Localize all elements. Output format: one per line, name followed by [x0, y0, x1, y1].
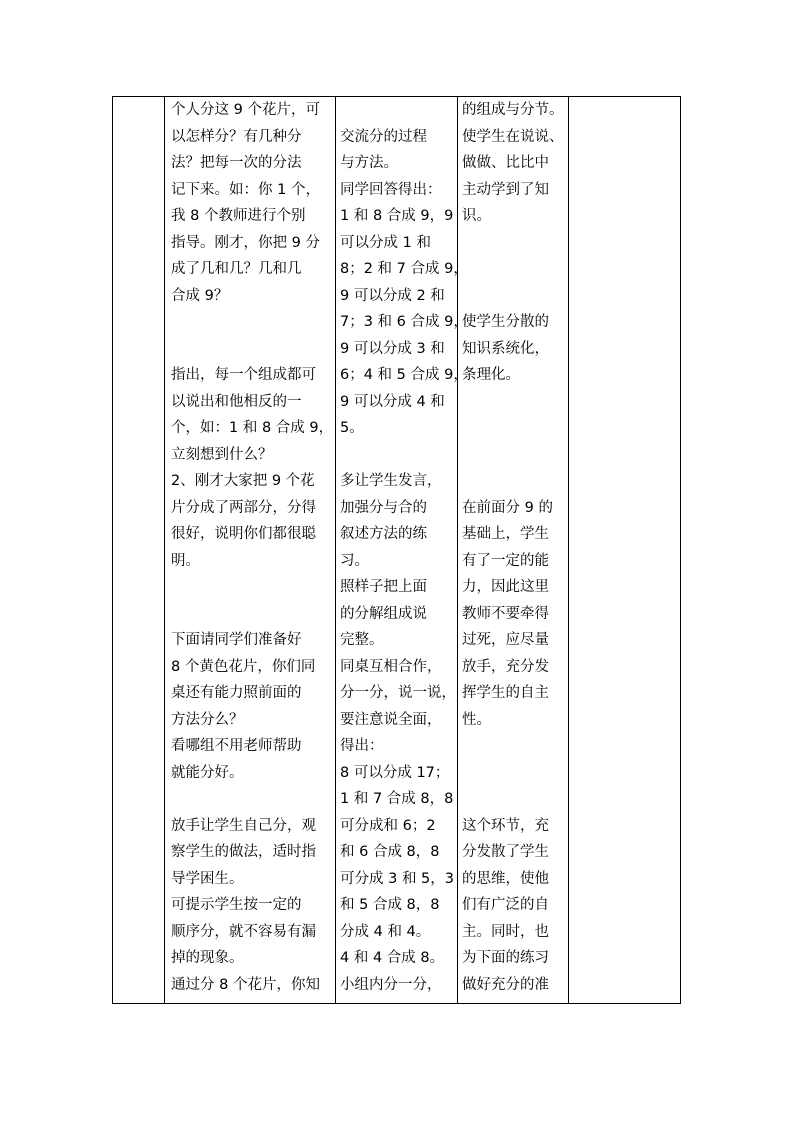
text-line: 和 5 合成 8，8: [340, 897, 440, 913]
text-line: 7；3 和 6 合成 9，: [340, 314, 468, 330]
text-line: 记下来。如：你 1 个，: [171, 181, 320, 198]
text-line: 的分解组成说: [340, 605, 427, 622]
column-divider-1: [164, 97, 165, 1003]
text-line: 使学生在说说、: [462, 128, 564, 145]
text-line: 个人分这 9 个花片，可: [171, 102, 320, 118]
text-line: 同桌互相合作，: [340, 658, 442, 675]
text-line: [171, 336, 333, 363]
text-line: 片分成了两部分，分得: [171, 499, 316, 516]
text-line: 可分成和 6；2: [340, 817, 436, 834]
text-line: 看哪组不用老师帮助: [171, 738, 302, 754]
text-line: 9 可以分成 2 和: [340, 287, 445, 304]
text-line: [462, 283, 567, 310]
column-divider-2: [335, 97, 336, 1003]
text-line: 的组成与分节。: [462, 102, 564, 118]
text-line: [171, 309, 333, 336]
student-activity-column: [340, 97, 468, 998]
text-line: 分成 4 和 4。: [340, 923, 431, 940]
text-line: 这个环节，充: [462, 817, 549, 834]
text-line: 习。: [340, 552, 369, 569]
text-line: 要注意说全面，: [340, 711, 442, 728]
text-line: 可分成 3 和 5，3: [340, 870, 455, 887]
text-line: 导学困生。: [171, 870, 244, 887]
text-line: 1 和 7 合成 8，8: [340, 791, 454, 807]
teacher-activity-column: [171, 97, 333, 998]
text-line: 条理化。: [462, 367, 520, 383]
text-line: 为下面的练习: [462, 950, 549, 966]
text-line: 主。同时，也: [462, 923, 549, 940]
text-line: [462, 230, 567, 257]
text-line: [340, 97, 456, 124]
design-intent-column: [462, 97, 567, 998]
text-line: 法？把每一次的分法: [171, 155, 302, 171]
text-line: 合成 9？: [171, 287, 229, 304]
text-line: [462, 256, 567, 283]
text-line: 9 可以分成 4 和: [340, 393, 445, 410]
text-line: [462, 760, 567, 787]
text-line: [462, 442, 567, 469]
text-line: 成了几和几？几和几: [171, 261, 302, 277]
text-line: 指出，每一个组成都可: [171, 367, 316, 383]
text-line: 可以分成 1 和: [340, 234, 431, 251]
text-line: 主动学到了知: [462, 181, 549, 198]
text-line: 指导。刚才，你把 9 分: [171, 234, 320, 251]
text-line: 力，因此这里: [462, 579, 549, 595]
text-line: 明。: [171, 552, 200, 569]
text-line: 9 可以分成 3 和: [340, 340, 445, 357]
text-line: 在前面分 9 的: [462, 499, 553, 516]
text-line: [171, 786, 333, 813]
text-line: 做好充分的准: [462, 976, 549, 993]
text-line: 放手，充分发: [462, 658, 549, 675]
text-line: 过死，应尽量: [462, 632, 549, 648]
text-line: 小组内分一分，: [340, 976, 442, 993]
column-divider-3: [457, 97, 458, 1003]
text-line: 8；2 和 7 合成 9，: [340, 261, 468, 277]
text-line: 顺序分，就不容易有漏: [171, 923, 316, 940]
text-line: 知识系统化，: [462, 340, 549, 357]
text-line: 就能分好。: [171, 764, 244, 781]
text-line: [462, 389, 567, 416]
text-line: 交流分的过程: [340, 128, 427, 145]
text-line: 多让学生发言，: [340, 473, 442, 489]
text-line: 察学生的做法，适时指: [171, 844, 316, 860]
text-line: 教师不要牵得: [462, 605, 549, 622]
text-line: 1 和 8 合成 9，9: [340, 208, 454, 224]
text-line: 我 8 个教师进行个别: [171, 208, 306, 224]
text-line: 6；4 和 5 合成 9，: [340, 367, 468, 383]
text-line: 放手让学生自己分，观: [171, 817, 316, 834]
text-line: 8 可以分成 17；: [340, 764, 450, 781]
text-line: [171, 601, 333, 628]
text-line: 5。: [340, 420, 364, 436]
text-line: 可提示学生按一定的: [171, 897, 302, 913]
text-line: 个，如：1 和 8 合成 9，: [171, 420, 334, 436]
text-line: 的思维，使他: [462, 870, 549, 887]
text-line: 与方法。: [340, 155, 398, 171]
text-line: [462, 786, 567, 813]
text-line: 掉的现象。: [171, 950, 244, 966]
text-line: 立刻想到什么？: [171, 446, 273, 463]
text-line: 通过分 8 个花片，你知: [171, 976, 320, 993]
text-line: 下面请同学们准备好: [171, 632, 302, 648]
text-line: 分发散了学生: [462, 844, 549, 860]
text-line: 们有广泛的自: [462, 897, 549, 913]
text-line: 8 个黄色花片，你们同: [171, 658, 316, 675]
text-line: 同学回答得出：: [340, 181, 442, 198]
text-line: 以怎样分？有几种分: [171, 128, 302, 145]
text-line: [462, 468, 567, 495]
text-line: 有了一定的能: [462, 552, 549, 569]
text-line: 得出：: [340, 738, 384, 754]
text-line: 分一分，说一说，: [340, 685, 456, 701]
text-line: 方法分么？: [171, 711, 244, 728]
text-line: 完整。: [340, 632, 384, 648]
text-line: [340, 442, 456, 469]
text-line: 2、刚才大家把 9 个花: [171, 473, 315, 489]
text-line: 挥学生的自主: [462, 685, 549, 701]
text-line: [171, 574, 333, 601]
text-line: 桌还有能力照前面的: [171, 685, 302, 701]
text-line: 4 和 4 合成 8。: [340, 950, 445, 966]
text-line: 识。: [462, 208, 491, 224]
text-line: 基础上，学生: [462, 526, 549, 542]
text-line: [462, 415, 567, 442]
text-line: 以说出和他相反的一: [171, 393, 302, 410]
text-line: 做做、比比中: [462, 155, 549, 171]
text-line: 性。: [462, 711, 491, 728]
text-line: 使学生分散的: [462, 314, 549, 330]
text-line: [462, 733, 567, 760]
column-divider-4: [568, 97, 569, 1003]
text-line: 加强分与合的: [340, 499, 427, 516]
lesson-plan-table: [112, 96, 681, 1004]
text-line: 和 6 合成 8，8: [340, 844, 440, 860]
text-line: 叙述方法的练: [340, 526, 427, 542]
text-line: 照样子把上面: [340, 579, 427, 595]
text-line: 很好，说明你们都很聪: [171, 526, 316, 542]
